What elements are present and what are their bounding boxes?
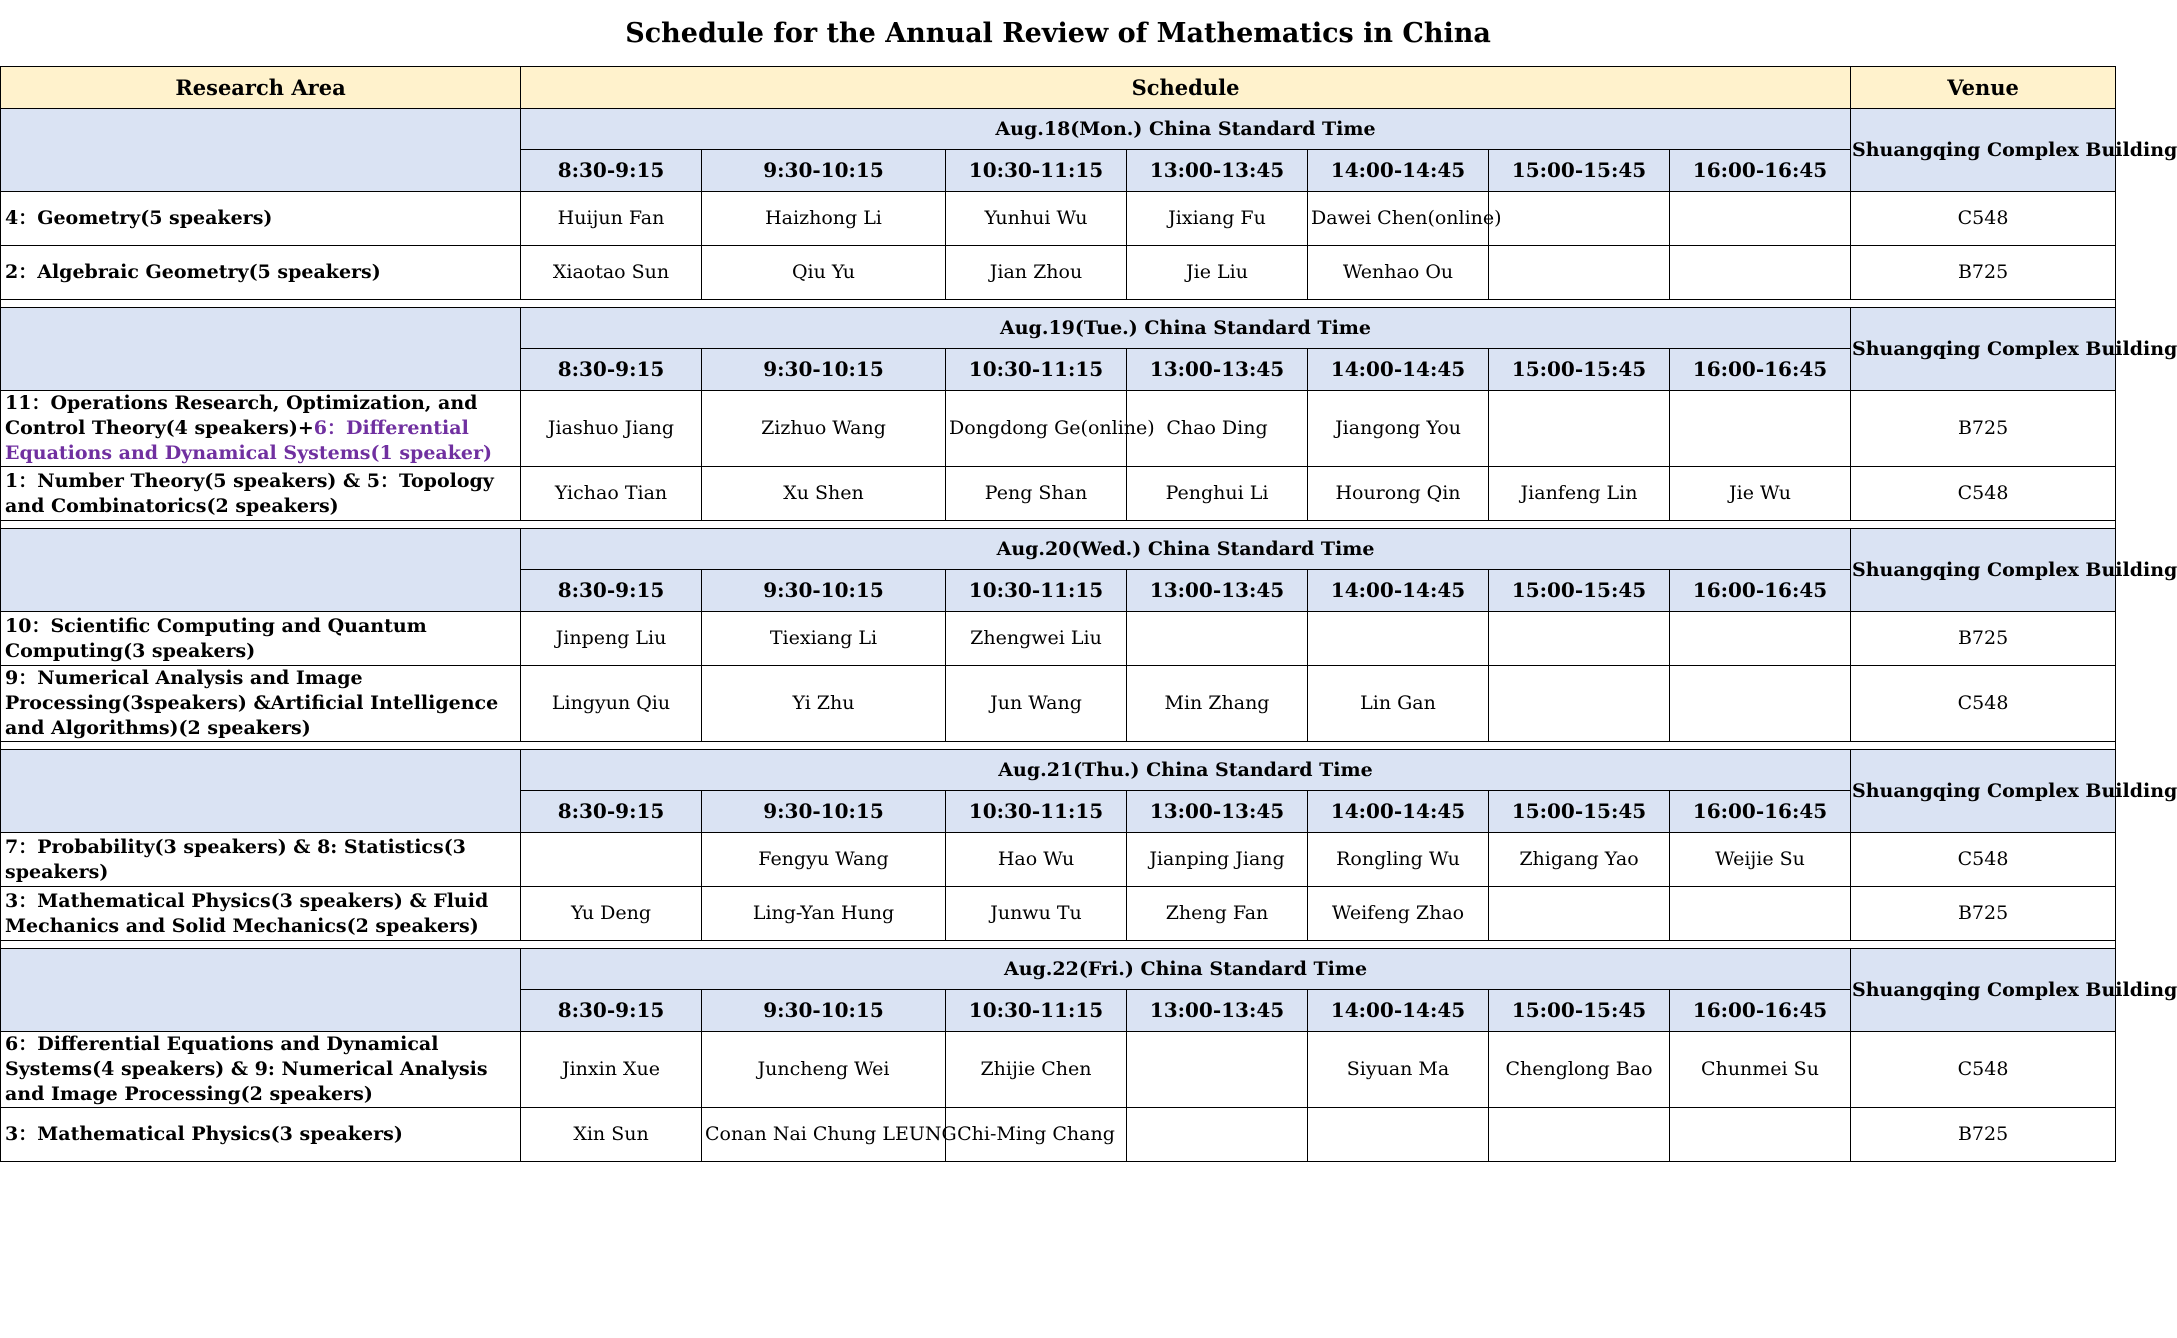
speaker-cell: Dongdong Ge(online) [946,391,1127,467]
session-row [1,887,2116,941]
venue-room: B725 [1851,246,2116,300]
area-header-blank [1,949,521,1032]
speaker-cell [1489,192,1670,246]
venue-room: C548 [1851,666,2116,742]
speaker-cell: Jinxin Xue [521,1032,702,1108]
speaker-cell [1670,1108,1851,1162]
time-slot: 14:00-14:45 [1308,570,1489,612]
time-slot: 10:30-11:15 [946,349,1127,391]
speaker-cell: Chi-Ming Chang [946,1108,1127,1162]
speaker-cell [521,833,702,887]
speaker-cell: Jianping Jiang [1127,833,1308,887]
venue-room: C548 [1851,192,2116,246]
time-slot: 9:30-10:15 [702,570,946,612]
speaker-cell: Qiu Yu [702,246,946,300]
speaker-cell: Jinpeng Liu [521,612,702,666]
speaker-cell [1670,887,1851,941]
speaker-cell: Lingyun Qiu [521,666,702,742]
speaker-cell [1127,1108,1308,1162]
research-area-label: 11：Operations Research, Optimization, and Control Theory(4 speakers)+ [5,392,478,439]
header-venue: Venue [1851,67,2116,109]
speaker-cell: Yunhui Wu [946,192,1127,246]
time-slot: 8:30-9:15 [521,150,702,192]
speaker-cell: Penghui Li [1127,467,1308,521]
speaker-cell [1489,246,1670,300]
speaker-cell [1489,612,1670,666]
venue-building: Shuangqing Complex Building [1851,109,2116,192]
speaker-cell: Conan Nai Chung LEUNG [702,1108,946,1162]
area-header-blank [1,750,521,833]
time-slot: 15:00-15:45 [1489,570,1670,612]
header-row [1,67,2116,109]
research-area [1,192,521,246]
time-slot: 14:00-14:45 [1308,349,1489,391]
time-slot: 15:00-15:45 [1489,791,1670,833]
time-slot: 16:00-16:45 [1670,791,1851,833]
speaker-cell: Yichao Tian [521,467,702,521]
speaker-cell: Ling-Yan Hung [702,887,946,941]
area-header-blank [1,109,521,192]
time-slot: 9:30-10:15 [702,150,946,192]
speaker-cell: Jun Wang [946,666,1127,742]
time-slot: 9:30-10:15 [702,349,946,391]
speaker-cell [1670,391,1851,467]
day-separator [1,742,2116,750]
venue-building: Shuangqing Complex Building [1851,308,2116,391]
research-area [1,246,521,300]
research-area [1,612,521,666]
speaker-cell: Dawei Chen(online) [1308,192,1489,246]
session-row [1,467,2116,521]
speaker-cell: Yi Zhu [702,666,946,742]
speaker-cell: Wenhao Ou [1308,246,1489,300]
speaker-cell [1489,666,1670,742]
speaker-cell [1670,192,1851,246]
time-slot: 14:00-14:45 [1308,150,1489,192]
speaker-cell: Jie Wu [1670,467,1851,521]
time-slot: 13:00-13:45 [1127,570,1308,612]
research-area-label: 3：Mathematical Physics(3 speakers) [5,1123,403,1145]
speaker-cell: Jiashuo Jiang [521,391,702,467]
time-slot: 8:30-9:15 [521,990,702,1032]
speaker-cell: Weifeng Zhao [1308,887,1489,941]
speaker-cell: Yu Deng [521,887,702,941]
time-slot: 14:00-14:45 [1308,791,1489,833]
venue-room: B725 [1851,1108,2116,1162]
time-slot: 8:30-9:15 [521,570,702,612]
speaker-cell: Chunmei Su [1670,1032,1851,1108]
day-date-row [1,750,2116,791]
day-date: Aug.22(Fri.) China Standard Time [521,949,1851,990]
venue-room: C548 [1851,1032,2116,1108]
speaker-cell: Xin Sun [521,1108,702,1162]
speaker-cell [1308,1108,1489,1162]
speaker-cell: Jie Liu [1127,246,1308,300]
title-row [1,0,2116,67]
speaker-cell: Min Zhang [1127,666,1308,742]
research-area [1,1108,521,1162]
speaker-cell: Hao Wu [946,833,1127,887]
speaker-cell: Juncheng Wei [702,1032,946,1108]
speaker-cell: Siyuan Ma [1308,1032,1489,1108]
speaker-cell: Chao Ding [1127,391,1308,467]
session-row [1,833,2116,887]
session-row [1,1032,2116,1108]
time-slot: 16:00-16:45 [1670,990,1851,1032]
venue-building: Shuangqing Complex Building [1851,750,2116,833]
speaker-cell: Jixiang Fu [1127,192,1308,246]
speaker-cell: Haizhong Li [702,192,946,246]
research-area-label: 7：Probability(3 speakers) & 8: Statistics(3 speakers) [5,835,466,883]
time-slot: 10:30-11:15 [946,791,1127,833]
separator-cell [1,300,2116,308]
day-separator [1,521,2116,529]
time-slot: 15:00-15:45 [1489,990,1670,1032]
research-area [1,467,521,521]
area-header-blank [1,308,521,391]
time-slot: 15:00-15:45 [1489,150,1670,192]
time-slot: 9:30-10:15 [702,791,946,833]
day-date: Aug.18(Mon.) China Standard Time [521,109,1851,150]
speaker-cell [1489,1108,1670,1162]
speaker-cell: Jiangong You [1308,391,1489,467]
separator-cell [1,941,2116,949]
session-row [1,612,2116,666]
speaker-cell: Fengyu Wang [702,833,946,887]
header-research-area: Research Area [1,67,521,109]
speaker-cell: Zheng Fan [1127,887,1308,941]
venue-room: C548 [1851,833,2116,887]
research-area [1,833,521,887]
header-schedule: Schedule [521,67,1851,109]
speaker-cell: Chenglong Bao [1489,1032,1670,1108]
speaker-cell [1127,612,1308,666]
time-slot: 13:00-13:45 [1127,150,1308,192]
time-slot: 14:00-14:45 [1308,990,1489,1032]
speaker-cell [1670,666,1851,742]
speaker-cell: Xu Shen [702,467,946,521]
venue-room: B725 [1851,887,2116,941]
speaker-cell: Hourong Qin [1308,467,1489,521]
speaker-cell: Xiaotao Sun [521,246,702,300]
research-area-label: 2：Algebraic Geometry(5 speakers) [5,261,381,283]
time-slot: 15:00-15:45 [1489,349,1670,391]
venue-room: B725 [1851,612,2116,666]
time-slot: 13:00-13:45 [1127,349,1308,391]
time-slot: 16:00-16:45 [1670,570,1851,612]
schedule-body [1,0,2177,1162]
research-area-extra: 6：Differential Equations and Dynamical Systems(1 speaker) [5,417,492,464]
speaker-cell: Tiexiang Li [702,612,946,666]
venue-building: Shuangqing Complex Building [1851,949,2116,1032]
day-date-row [1,949,2116,990]
page-title: Schedule for the Annual Review of Mathematics in China [1,0,2116,67]
day-date-row [1,529,2116,570]
time-slot: 10:30-11:15 [946,990,1127,1032]
time-slot: 8:30-9:15 [521,791,702,833]
time-slot: 9:30-10:15 [702,990,946,1032]
venue-room: B725 [1851,391,2116,467]
research-area [1,1032,521,1108]
speaker-cell: Zizhuo Wang [702,391,946,467]
day-separator [1,300,2116,308]
speaker-cell: Lin Gan [1308,666,1489,742]
time-slot: 8:30-9:15 [521,349,702,391]
research-area-label: 1：Number Theory(5 speakers) & 5：Topology and Combinatorics(2 speakers) [5,469,494,517]
speaker-cell: Jian Zhou [946,246,1127,300]
separator-cell [1,742,2116,750]
day-date: Aug.20(Wed.) China Standard Time [521,529,1851,570]
speaker-cell: Zhengwei Liu [946,612,1127,666]
separator-cell [1,521,2116,529]
speaker-cell [1308,612,1489,666]
speaker-cell: Junwu Tu [946,887,1127,941]
time-slot: 16:00-16:45 [1670,349,1851,391]
speaker-cell: Huijun Fan [521,192,702,246]
research-area-label: 6：Differential Equations and Dynamical Systems(4 speakers) & 9: Numerical Analysis and Image Processing(2 speakers) [5,1033,488,1105]
speaker-cell: Rongling Wu [1308,833,1489,887]
time-slot: 13:00-13:45 [1127,791,1308,833]
speaker-cell [1489,887,1670,941]
research-area [1,887,521,941]
speaker-cell [1670,612,1851,666]
session-row [1,666,2116,742]
research-area-label: 4：Geometry(5 speakers) [5,207,273,229]
time-slot: 10:30-11:15 [946,150,1127,192]
area-header-blank [1,529,521,612]
speaker-cell [1127,1032,1308,1108]
venue-building: Shuangqing Complex Building [1851,529,2116,612]
speaker-cell [1670,246,1851,300]
day-date: Aug.21(Thu.) China Standard Time [521,750,1851,791]
day-date-row [1,109,2116,150]
speaker-cell [1489,391,1670,467]
time-slot: 16:00-16:45 [1670,150,1851,192]
speaker-cell: Peng Shan [946,467,1127,521]
venue-room: C548 [1851,467,2116,521]
session-row [1,192,2116,246]
research-area-label: 9：Numerical Analysis and Image Processing(3speakers) &Artificial Intelligence and Algorithms)(2 speakers) [5,667,499,739]
session-row [1,246,2116,300]
time-slot: 10:30-11:15 [946,570,1127,612]
research-area-label: 10：Scientific Computing and Quantum Computing(3 speakers) [5,614,427,662]
speaker-cell: Zhigang Yao [1489,833,1670,887]
day-date-row [1,308,2116,349]
research-area [1,666,521,742]
research-area-label: 3：Mathematical Physics(3 speakers) & Fluid Mechanics and Solid Mechanics(2 speakers) [5,889,489,937]
speaker-cell: Zhijie Chen [946,1032,1127,1108]
speaker-cell: Jianfeng Lin [1489,467,1670,521]
research-area [1,391,521,467]
time-slot: 13:00-13:45 [1127,990,1308,1032]
day-date: Aug.19(Tue.) China Standard Time [521,308,1851,349]
session-row [1,1108,2116,1162]
session-row [1,391,2116,467]
speaker-cell: Weijie Su [1670,833,1851,887]
day-separator [1,941,2116,949]
